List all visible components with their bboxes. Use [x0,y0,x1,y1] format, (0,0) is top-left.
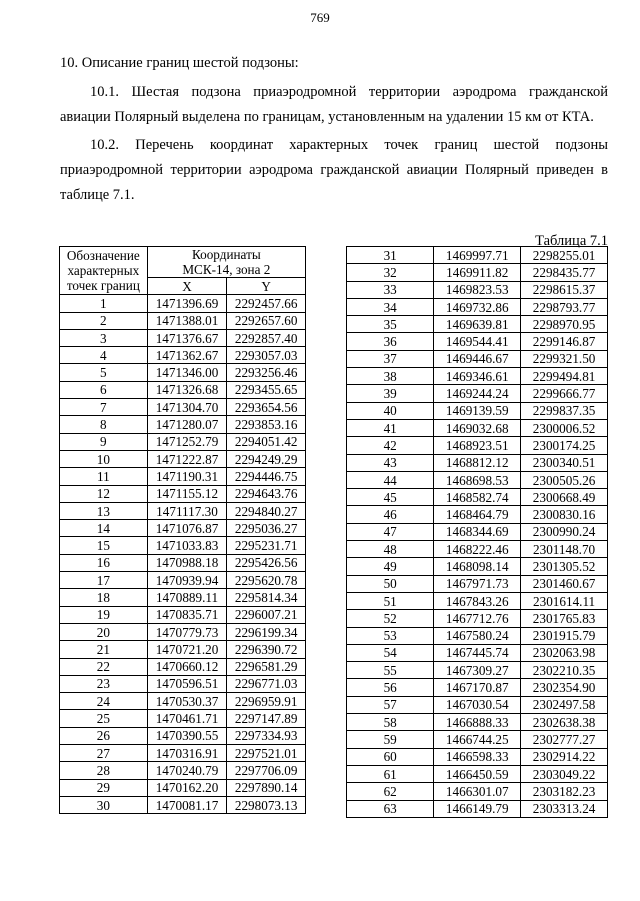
y-coordinate-cell: 2295036.27 [227,520,306,537]
point-number-cell: 41 [347,419,434,436]
y-coordinate-cell: 2298435.77 [521,264,608,281]
table-row [60,710,306,727]
x-coordinate-cell: 1470162.20 [147,779,227,796]
table-row [60,623,306,640]
table-row [60,641,306,658]
x-coordinate-cell: 1466301.07 [434,783,521,800]
section-heading: 10. Описание границ шестой подзоны: [60,55,299,71]
y-coordinate-cell: 2295814.34 [227,589,306,606]
point-number-cell: 17 [60,572,148,589]
table-row [60,416,306,433]
coordinates-header [147,247,305,278]
x-coordinate-cell: 1468698.53 [434,471,521,488]
point-number-cell: 37 [347,350,434,367]
y-coordinate-cell: 2301765.83 [521,610,608,627]
table-row [347,679,608,696]
point-number-cell: 45 [347,489,434,506]
table-row [347,541,608,558]
coordinates-table-left [59,246,306,814]
table-row [60,796,306,813]
point-number-cell: 40 [347,402,434,419]
y-coordinate-cell: 2303049.22 [521,765,608,782]
y-coordinate-cell: 2301148.70 [521,541,608,558]
point-designation-header [60,247,148,295]
point-number-cell: 47 [347,523,434,540]
x-coordinate-cell: 1470721.20 [147,641,227,658]
table-row [60,762,306,779]
point-number-cell: 50 [347,575,434,592]
x-coordinate-cell: 1470316.91 [147,745,227,762]
x-coordinate-cell: 1469544.41 [434,333,521,350]
y-coordinate-cell: 2303313.24 [521,800,608,817]
x-coordinate-cell: 1469139.59 [434,402,521,419]
y-coordinate-cell: 2297890.14 [227,779,306,796]
table-row [347,350,608,367]
y-coordinate-cell: 2294643.76 [227,485,306,502]
x-coordinate-cell: 1470988.18 [147,554,227,571]
point-number-cell: 36 [347,333,434,350]
point-number-cell: 53 [347,627,434,644]
y-coordinate-cell: 2299146.87 [521,333,608,350]
point-number-cell: 24 [60,693,148,710]
table-row [60,658,306,675]
table-row [347,714,608,731]
y-coordinate-cell: 2300830.16 [521,506,608,523]
table-row [60,693,306,710]
table-row [347,281,608,298]
x-coordinate-cell: 1471388.01 [147,312,227,329]
table-row [60,312,306,329]
x-coordinate-cell: 1467170.87 [434,679,521,696]
table-row [60,364,306,381]
x-coordinate-cell: 1471326.68 [147,381,227,398]
table-row [347,644,608,661]
table-row [347,264,608,281]
x-coordinate-cell: 1470596.51 [147,675,227,692]
point-number-cell: 10 [60,450,148,467]
y-coordinate-cell: 2295231.71 [227,537,306,554]
x-coordinate-cell: 1471376.67 [147,329,227,346]
point-number-cell: 1 [60,295,148,312]
table-row [60,468,306,485]
header-line: Координаты [191,247,261,262]
table-row [347,419,608,436]
table-row [347,316,608,333]
paragraph-subzone-description: 10.1. Шестая подзона приаэродромной территории аэродрома гражданской авиации Полярный выделена по границам, установленным на удалении 15 км от КТА. [60,84,608,125]
x-coordinate-cell: 1470461.71 [147,710,227,727]
table-row [347,506,608,523]
x-coordinate-cell: 1471117.30 [147,502,227,519]
x-coordinate-cell: 1470530.37 [147,693,227,710]
x-coordinate-cell: 1471222.87 [147,450,227,467]
point-number-cell: 48 [347,541,434,558]
table-row [347,385,608,402]
x-coordinate-cell: 1469639.81 [434,316,521,333]
point-number-cell: 19 [60,606,148,623]
x-coordinate-cell: 1468582.74 [434,489,521,506]
point-number-cell: 31 [347,247,434,264]
x-coordinate-cell: 1469244.24 [434,385,521,402]
point-number-cell: 39 [347,385,434,402]
y-coordinate-cell: 2297521.01 [227,745,306,762]
table-row [60,399,306,416]
table-row [60,347,306,364]
x-coordinate-cell: 1469997.71 [434,247,521,264]
x-coordinate-cell: 1468812.12 [434,454,521,471]
x-coordinate-cell: 1466149.79 [434,800,521,817]
coordinates-table-right [346,246,608,818]
x-coordinate-cell: 1470240.79 [147,762,227,779]
y-coordinate-cell: 2294446.75 [227,468,306,485]
y-coordinate-cell: 2300990.24 [521,523,608,540]
point-number-cell: 22 [60,658,148,675]
y-coordinate-cell: 2297706.09 [227,762,306,779]
y-coordinate-cell: 2300006.52 [521,419,608,436]
y-header: Y [227,278,306,295]
table-row [347,765,608,782]
header-line: точек границ [66,278,140,294]
table-row [60,606,306,623]
table-row [60,572,306,589]
table-row [347,523,608,540]
point-number-cell: 61 [347,765,434,782]
header-line: Обозначение [66,248,140,264]
point-number-cell: 55 [347,662,434,679]
y-coordinate-cell: 2294051.42 [227,433,306,450]
x-coordinate-cell: 1469032.68 [434,419,521,436]
x-coordinate-cell: 1469823.53 [434,281,521,298]
table-row [60,450,306,467]
point-number-cell: 9 [60,433,148,450]
point-number-cell: 28 [60,762,148,779]
y-coordinate-cell: 2297334.93 [227,727,306,744]
y-coordinate-cell: 2296771.03 [227,675,306,692]
y-coordinate-cell: 2292457.66 [227,295,306,312]
point-number-cell: 59 [347,731,434,748]
x-coordinate-cell: 1469346.61 [434,368,521,385]
y-coordinate-cell: 2301614.11 [521,592,608,609]
point-number-cell: 3 [60,329,148,346]
y-coordinate-cell: 2293455.65 [227,381,306,398]
table-row [60,537,306,554]
y-coordinate-cell: 2298793.77 [521,298,608,315]
point-number-cell: 2 [60,312,148,329]
y-coordinate-cell: 2302914.22 [521,748,608,765]
table-row [60,675,306,692]
table-row [347,748,608,765]
table-caption: Таблица 7.1 [535,233,608,249]
page-number: 769 [310,10,330,25]
point-number-cell: 25 [60,710,148,727]
y-coordinate-cell: 2294840.27 [227,502,306,519]
point-number-cell: 44 [347,471,434,488]
x-coordinate-cell: 1471076.87 [147,520,227,537]
x-coordinate-cell: 1470390.55 [147,727,227,744]
y-coordinate-cell: 2295426.56 [227,554,306,571]
table-row [60,727,306,744]
point-number-cell: 8 [60,416,148,433]
point-number-cell: 6 [60,381,148,398]
table-row [347,800,608,817]
x-coordinate-cell: 1471033.83 [147,537,227,554]
y-coordinate-cell: 2294249.29 [227,450,306,467]
y-coordinate-cell: 2296007.21 [227,606,306,623]
point-number-cell: 23 [60,675,148,692]
x-coordinate-cell: 1471304.70 [147,399,227,416]
y-coordinate-cell: 2299321.50 [521,350,608,367]
x-coordinate-cell: 1470081.17 [147,796,227,813]
x-coordinate-cell: 1471346.00 [147,364,227,381]
table-row [60,329,306,346]
point-number-cell: 16 [60,554,148,571]
point-number-cell: 49 [347,558,434,575]
point-number-cell: 21 [60,641,148,658]
point-number-cell: 33 [347,281,434,298]
table-row [347,627,608,644]
y-coordinate-cell: 2293654.56 [227,399,306,416]
table-row [347,471,608,488]
y-coordinate-cell: 2298970.95 [521,316,608,333]
point-number-cell: 56 [347,679,434,696]
x-coordinate-cell: 1471190.31 [147,468,227,485]
x-coordinate-cell: 1470835.71 [147,606,227,623]
y-coordinate-cell: 2302063.98 [521,644,608,661]
table-row [347,368,608,385]
table-row [347,575,608,592]
y-coordinate-cell: 2299494.81 [521,368,608,385]
point-number-cell: 58 [347,714,434,731]
table-row [347,610,608,627]
y-coordinate-cell: 2299837.35 [521,402,608,419]
y-coordinate-cell: 2302497.58 [521,696,608,713]
point-number-cell: 57 [347,696,434,713]
x-coordinate-cell: 1468344.69 [434,523,521,540]
x-coordinate-cell: 1467309.27 [434,662,521,679]
y-coordinate-cell: 2302777.27 [521,731,608,748]
x-coordinate-cell: 1470660.12 [147,658,227,675]
point-number-cell: 62 [347,783,434,800]
y-coordinate-cell: 2300668.49 [521,489,608,506]
point-number-cell: 52 [347,610,434,627]
x-coordinate-cell: 1469911.82 [434,264,521,281]
y-coordinate-cell: 2302638.38 [521,714,608,731]
table-row [60,381,306,398]
point-number-cell: 63 [347,800,434,817]
y-coordinate-cell: 2293057.03 [227,347,306,364]
y-coordinate-cell: 2292857.40 [227,329,306,346]
x-coordinate-cell: 1469446.67 [434,350,521,367]
x-coordinate-cell: 1471252.79 [147,433,227,450]
x-coordinate-cell: 1468222.46 [434,541,521,558]
x-coordinate-cell: 1470779.73 [147,623,227,640]
point-number-cell: 20 [60,623,148,640]
point-number-cell: 46 [347,506,434,523]
table-row [347,333,608,350]
y-coordinate-cell: 2296199.34 [227,623,306,640]
x-coordinate-cell: 1471362.67 [147,347,227,364]
x-coordinate-cell: 1471280.07 [147,416,227,433]
x-coordinate-cell: 1468098.14 [434,558,521,575]
x-coordinate-cell: 1471396.69 [147,295,227,312]
x-coordinate-cell: 1468464.79 [434,506,521,523]
x-coordinate-cell: 1467030.54 [434,696,521,713]
point-number-cell: 32 [347,264,434,281]
y-coordinate-cell: 2303182.23 [521,783,608,800]
y-coordinate-cell: 2299666.77 [521,385,608,402]
point-number-cell: 12 [60,485,148,502]
table-row [347,783,608,800]
table-row [60,745,306,762]
header-line: МСК-14, зона 2 [182,262,271,277]
table-row [347,696,608,713]
y-coordinate-cell: 2298615.37 [521,281,608,298]
table-row [60,520,306,537]
y-coordinate-cell: 2296390.72 [227,641,306,658]
x-coordinate-cell: 1470889.11 [147,589,227,606]
x-coordinate-cell: 1466450.59 [434,765,521,782]
point-number-cell: 11 [60,468,148,485]
table-row [347,592,608,609]
x-coordinate-cell: 1471155.12 [147,485,227,502]
x-coordinate-cell: 1468923.51 [434,437,521,454]
y-coordinate-cell: 2295620.78 [227,572,306,589]
y-coordinate-cell: 2297147.89 [227,710,306,727]
y-coordinate-cell: 2300340.51 [521,454,608,471]
x-coordinate-cell: 1466888.33 [434,714,521,731]
paragraph-coordinates-reference: 10.2. Перечень координат характерных точек границ шестой подзоны приаэродромной территории аэродрома гражданской авиации Полярный приведен в таблице 7.1. [60,137,608,203]
point-number-cell: 26 [60,727,148,744]
point-number-cell: 51 [347,592,434,609]
point-number-cell: 43 [347,454,434,471]
point-number-cell: 27 [60,745,148,762]
x-coordinate-cell: 1467580.24 [434,627,521,644]
point-number-cell: 15 [60,537,148,554]
x-header: X [147,278,227,295]
header-line: характерных [67,263,140,279]
table-row [60,589,306,606]
y-coordinate-cell: 2292657.60 [227,312,306,329]
table-row [347,662,608,679]
y-coordinate-cell: 2296959.91 [227,693,306,710]
table-row [60,502,306,519]
y-coordinate-cell: 2301460.67 [521,575,608,592]
table-row [60,779,306,796]
y-coordinate-cell: 2300505.26 [521,471,608,488]
y-coordinate-cell: 2301305.52 [521,558,608,575]
table-row [347,298,608,315]
x-coordinate-cell: 1466744.25 [434,731,521,748]
x-coordinate-cell: 1467712.76 [434,610,521,627]
point-number-cell: 42 [347,437,434,454]
point-number-cell: 4 [60,347,148,364]
x-coordinate-cell: 1470939.94 [147,572,227,589]
point-number-cell: 7 [60,399,148,416]
table-row [60,554,306,571]
y-coordinate-cell: 2302354.90 [521,679,608,696]
x-coordinate-cell: 1466598.33 [434,748,521,765]
table-row [347,731,608,748]
x-coordinate-cell: 1467843.26 [434,592,521,609]
x-coordinate-cell: 1467445.74 [434,644,521,661]
table-row [347,437,608,454]
table-row [60,295,306,312]
table-row [60,485,306,502]
y-coordinate-cell: 2300174.25 [521,437,608,454]
y-coordinate-cell: 2296581.29 [227,658,306,675]
y-coordinate-cell: 2298073.13 [227,796,306,813]
point-number-cell: 29 [60,779,148,796]
point-number-cell: 13 [60,502,148,519]
table-row [60,433,306,450]
y-coordinate-cell: 2293853.16 [227,416,306,433]
point-number-cell: 38 [347,368,434,385]
y-coordinate-cell: 2301915.79 [521,627,608,644]
x-coordinate-cell: 1467971.73 [434,575,521,592]
table-row [347,402,608,419]
table-row [347,247,608,264]
point-number-cell: 5 [60,364,148,381]
point-number-cell: 60 [347,748,434,765]
table-row [347,489,608,506]
point-number-cell: 14 [60,520,148,537]
point-number-cell: 35 [347,316,434,333]
table-row [347,454,608,471]
y-coordinate-cell: 2293256.46 [227,364,306,381]
point-number-cell: 30 [60,796,148,813]
table-row [347,558,608,575]
x-coordinate-cell: 1469732.86 [434,298,521,315]
point-number-cell: 34 [347,298,434,315]
point-number-cell: 54 [347,644,434,661]
y-coordinate-cell: 2298255.01 [521,247,608,264]
point-number-cell: 18 [60,589,148,606]
y-coordinate-cell: 2302210.35 [521,662,608,679]
